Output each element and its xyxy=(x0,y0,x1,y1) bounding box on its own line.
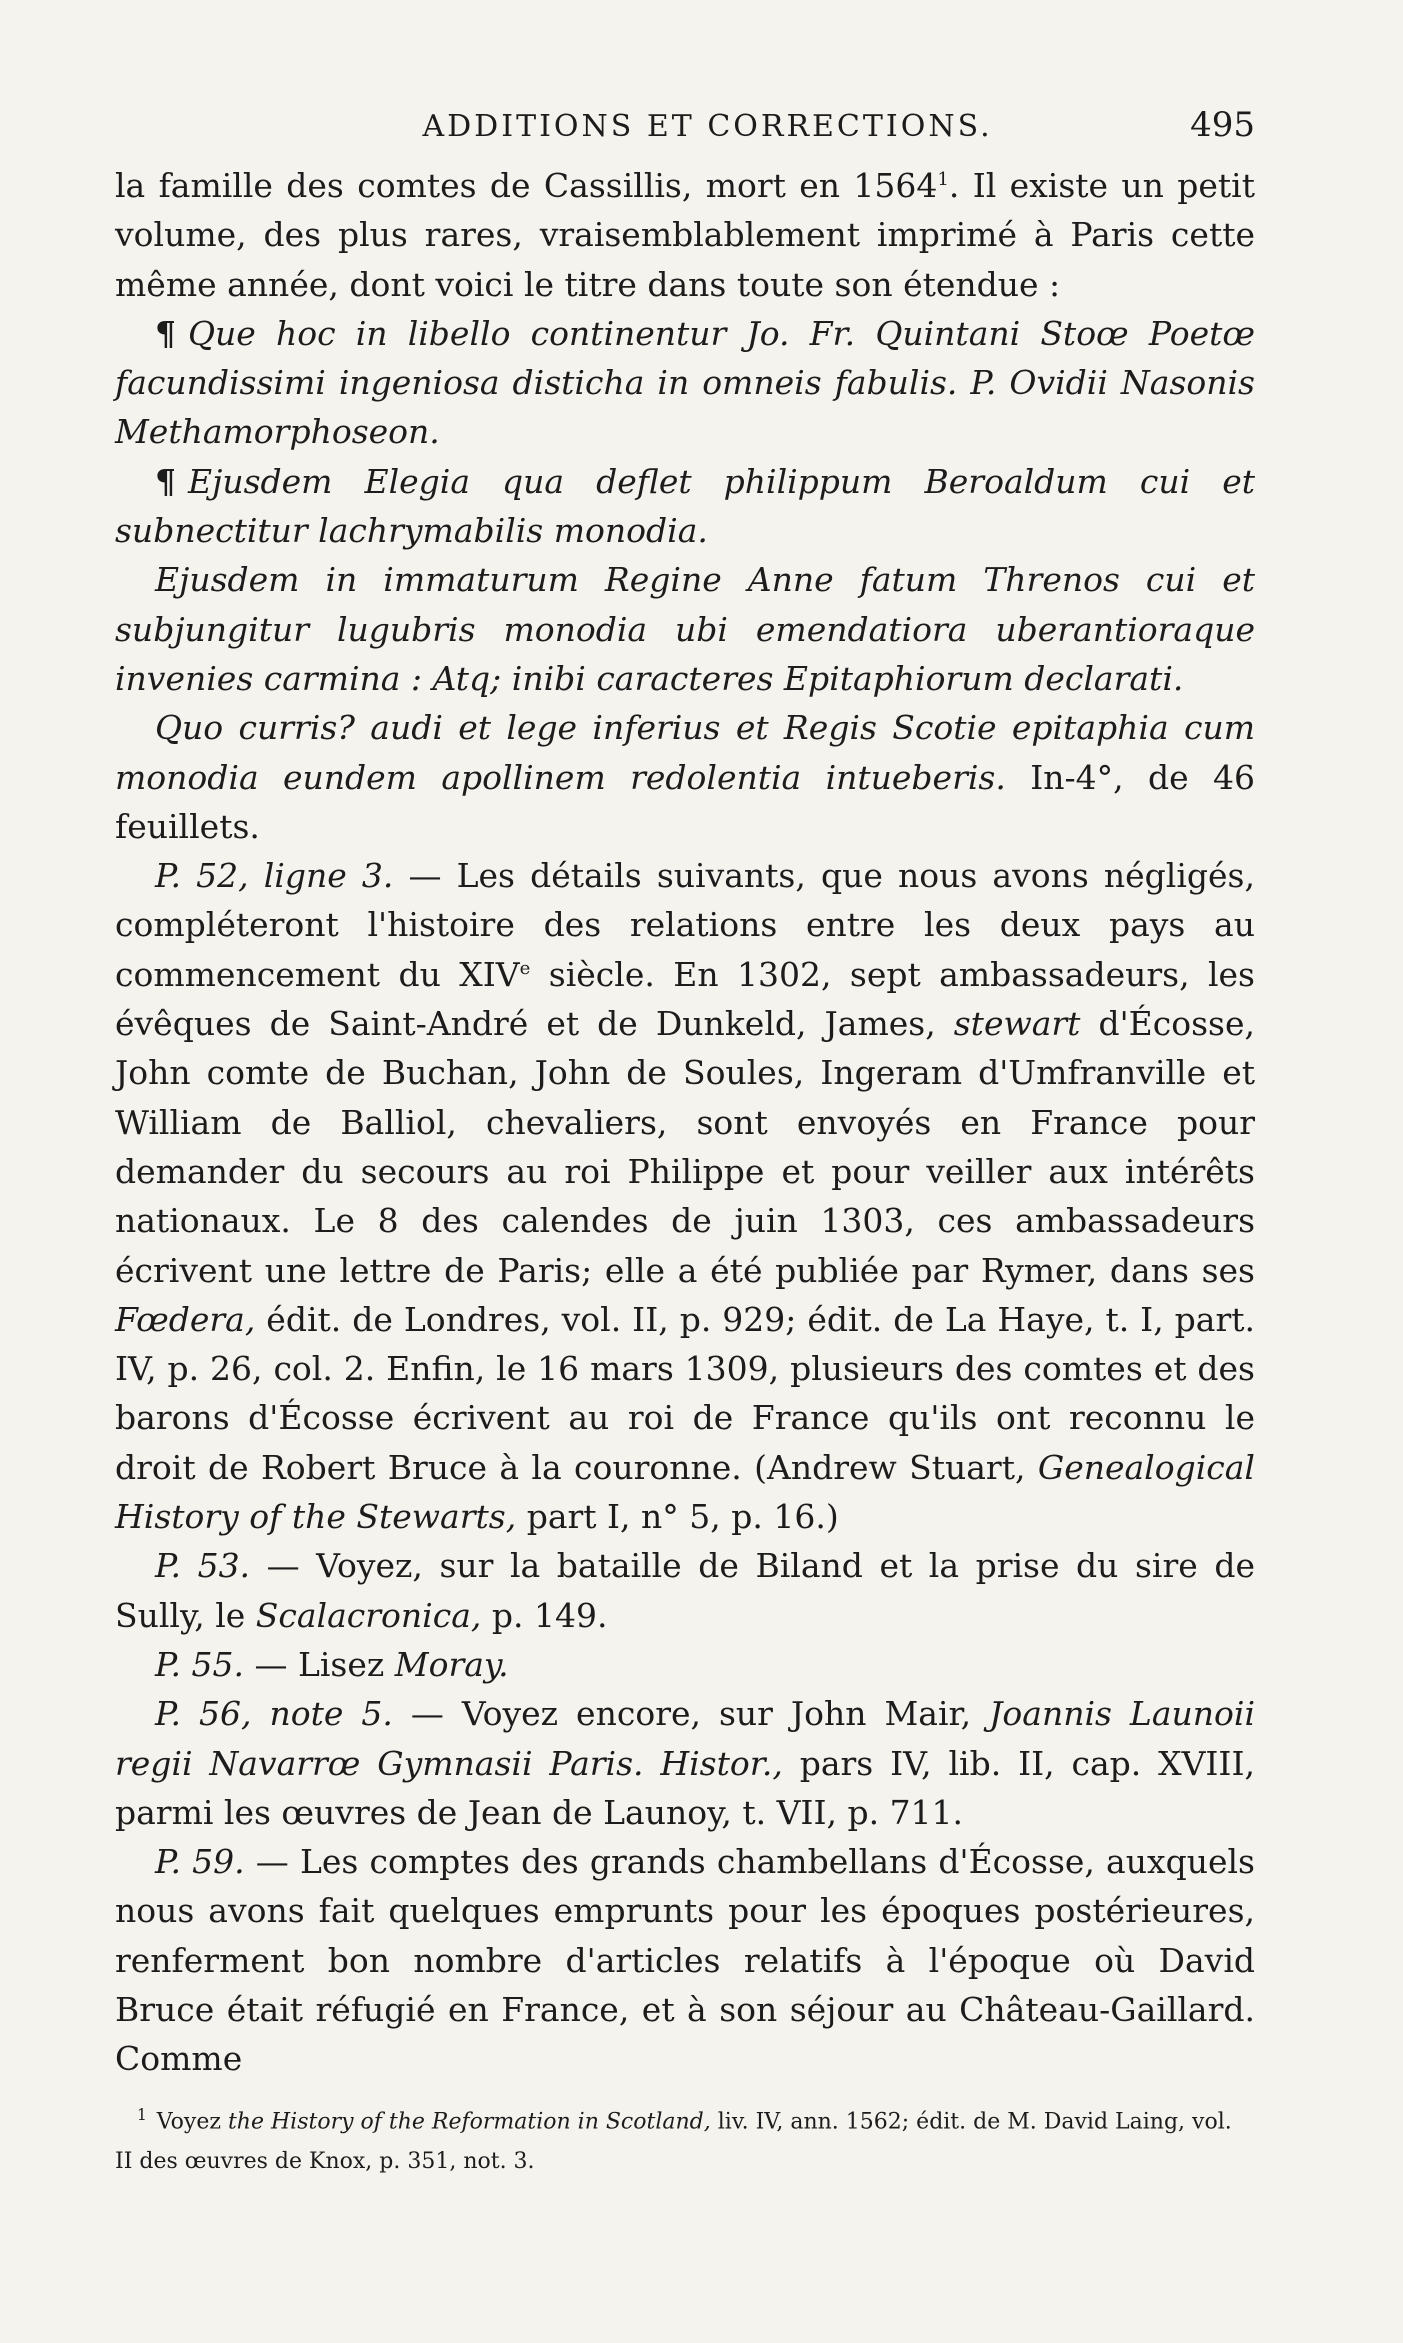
text: In-4°, de 46 feuillets. xyxy=(115,757,1255,846)
italic-text: Scalacronica, xyxy=(255,1595,482,1635)
text: pars IV, lib. II, cap. XVIII, parmi les œuvres de Jean de Launoy, t. VII, p. 711. xyxy=(115,1743,1255,1832)
pilcrow-icon: ¶ xyxy=(155,461,176,501)
italic-text: Moray. xyxy=(394,1644,509,1684)
text: — Voyez encore, sur John Mair, xyxy=(392,1694,990,1734)
italic-text: Joannis Launoii regii Navarrœ Gymnasii Paris. Histor., xyxy=(115,1694,1255,1783)
paragraph-title-3 xyxy=(115,555,1255,703)
page-reference: P. 59. xyxy=(155,1842,245,1882)
paragraph-title-1 xyxy=(115,309,1255,457)
text: siècle. En 1302, sept ambassadeurs, les évêques de Saint-André et de Dunkeld, James, xyxy=(115,954,1255,1044)
text: — Les comptes des grands chambellans d'Écosse, auxquels nous avons fait quelques emprunts pour les époques postérieures, renferment bon nombre d'articles relatifs à l'époque où David Bruce était réfugié en France, et à son séjour au Château-Gaillard. Comme xyxy=(115,1842,1255,2079)
page-header xyxy=(115,105,1255,153)
text: . Il existe un petit volume, des plus rares, vraisemblablement imprimé à Paris cette même année, dont voici le titre dans toute son étendue : xyxy=(115,166,1255,304)
page-reference: P. 52, ligne 3. xyxy=(155,856,394,896)
page-reference: P. 56, note 5. xyxy=(155,1694,393,1734)
text: part I, n° 5, p. 16.) xyxy=(516,1497,839,1537)
footnote-1 xyxy=(115,2095,1255,2182)
text: — Les détails suivants, que nous avons négligés, compléteront l'histoire des relations entre les deux pays au commencement du XIV xyxy=(115,856,1255,994)
page xyxy=(115,105,1255,2084)
paragraph-p59 xyxy=(115,1837,1255,2083)
italic-title: Quo curris? audi et lege inferius et Regis Scotie epitaphia cum monodia eundem apollinem redolentia intueberis. xyxy=(115,708,1255,797)
page-reference: P. 53. xyxy=(155,1546,251,1586)
page-number: 495 xyxy=(1190,105,1255,145)
italic-text: stewart xyxy=(953,1004,1081,1044)
italic-text: the History of the Reformation in Scotland, xyxy=(227,2109,711,2135)
footnotes xyxy=(115,2095,1255,2182)
paragraph-1 xyxy=(115,161,1255,309)
body-text xyxy=(115,161,1255,2084)
running-head: ADDITIONS ET CORRECTIONS. xyxy=(422,109,993,144)
pilcrow-icon: ¶ xyxy=(155,313,176,353)
italic-title: Ejusdem in immaturum Regine Anne fatum Threnos cui et subjungitur lugubris monodia ubi emendatiora uberantioraque invenies carmina : Atq; inibi caracteres Epitaphiorum declarati. xyxy=(115,560,1255,698)
footnote-mark: 1 xyxy=(137,2106,147,2124)
paragraph-p56 xyxy=(115,1689,1255,1837)
paragraph-p55 xyxy=(115,1640,1255,1689)
text: Voyez xyxy=(156,2109,228,2135)
paragraph-title-2 xyxy=(115,457,1255,556)
text: p. 149. xyxy=(481,1595,608,1635)
page-reference: P. 55. xyxy=(155,1644,244,1684)
text: la famille des comtes de Cassillis, mort en 1564 xyxy=(115,166,938,205)
text: liv. IV, ann. 1562; édit. de M. David Laing, vol. II des œuvres de Knox, p. 351, not. 3. xyxy=(115,2109,1232,2175)
footnote-ref: 1 xyxy=(937,169,949,190)
italic-text: Genealogical History of the Stewarts, xyxy=(115,1447,1255,1537)
text: — Voyez, sur la bataille de Biland et la prise du sire de Sully, le xyxy=(115,1546,1256,1635)
paragraph-p52 xyxy=(115,851,1255,1541)
italic-text: Fœdera, xyxy=(115,1299,256,1339)
paragraph-p53 xyxy=(115,1541,1255,1640)
superscript: e xyxy=(519,957,531,979)
text: d'Écosse, John comte de Buchan, John de Soules, Ingeram d'Umfranville et William de Balliol, chevaliers, sont envoyés en France pour demander du secours au roi Philippe et pour veiller aux intérêts nationaux. Le 8 des calendes de juin 1303, ces ambassadeurs écrivent une lettre de Paris; elle a été publiée par Rymer, dans ses xyxy=(115,1004,1256,1290)
text: — Lisez xyxy=(243,1644,395,1684)
paragraph-title-4 xyxy=(115,703,1255,851)
italic-title: Que hoc in libello continentur Jo. Fr. Quintani Stoœ Poetœ facundissimi ingeniosa disticha in omneis fabulis. P. Ovidii Nasonis Methamorphoseon. xyxy=(115,313,1255,452)
italic-title: Ejusdem Elegia qua deflet philippum Beroaldum cui et subnectitur lachrymabilis monodia. xyxy=(115,461,1255,551)
text: édit. de Londres, vol. II, p. 929; édit. de La Haye, t. I, part. IV, p. 26, col. 2. Enfin, le 16 mars 1309, plusieurs des comtes et des barons d'Écosse écrivent au roi de France qu'ils ont reconnu le droit de Robert Bruce à la couronne. (Andrew Stuart, xyxy=(115,1299,1255,1487)
